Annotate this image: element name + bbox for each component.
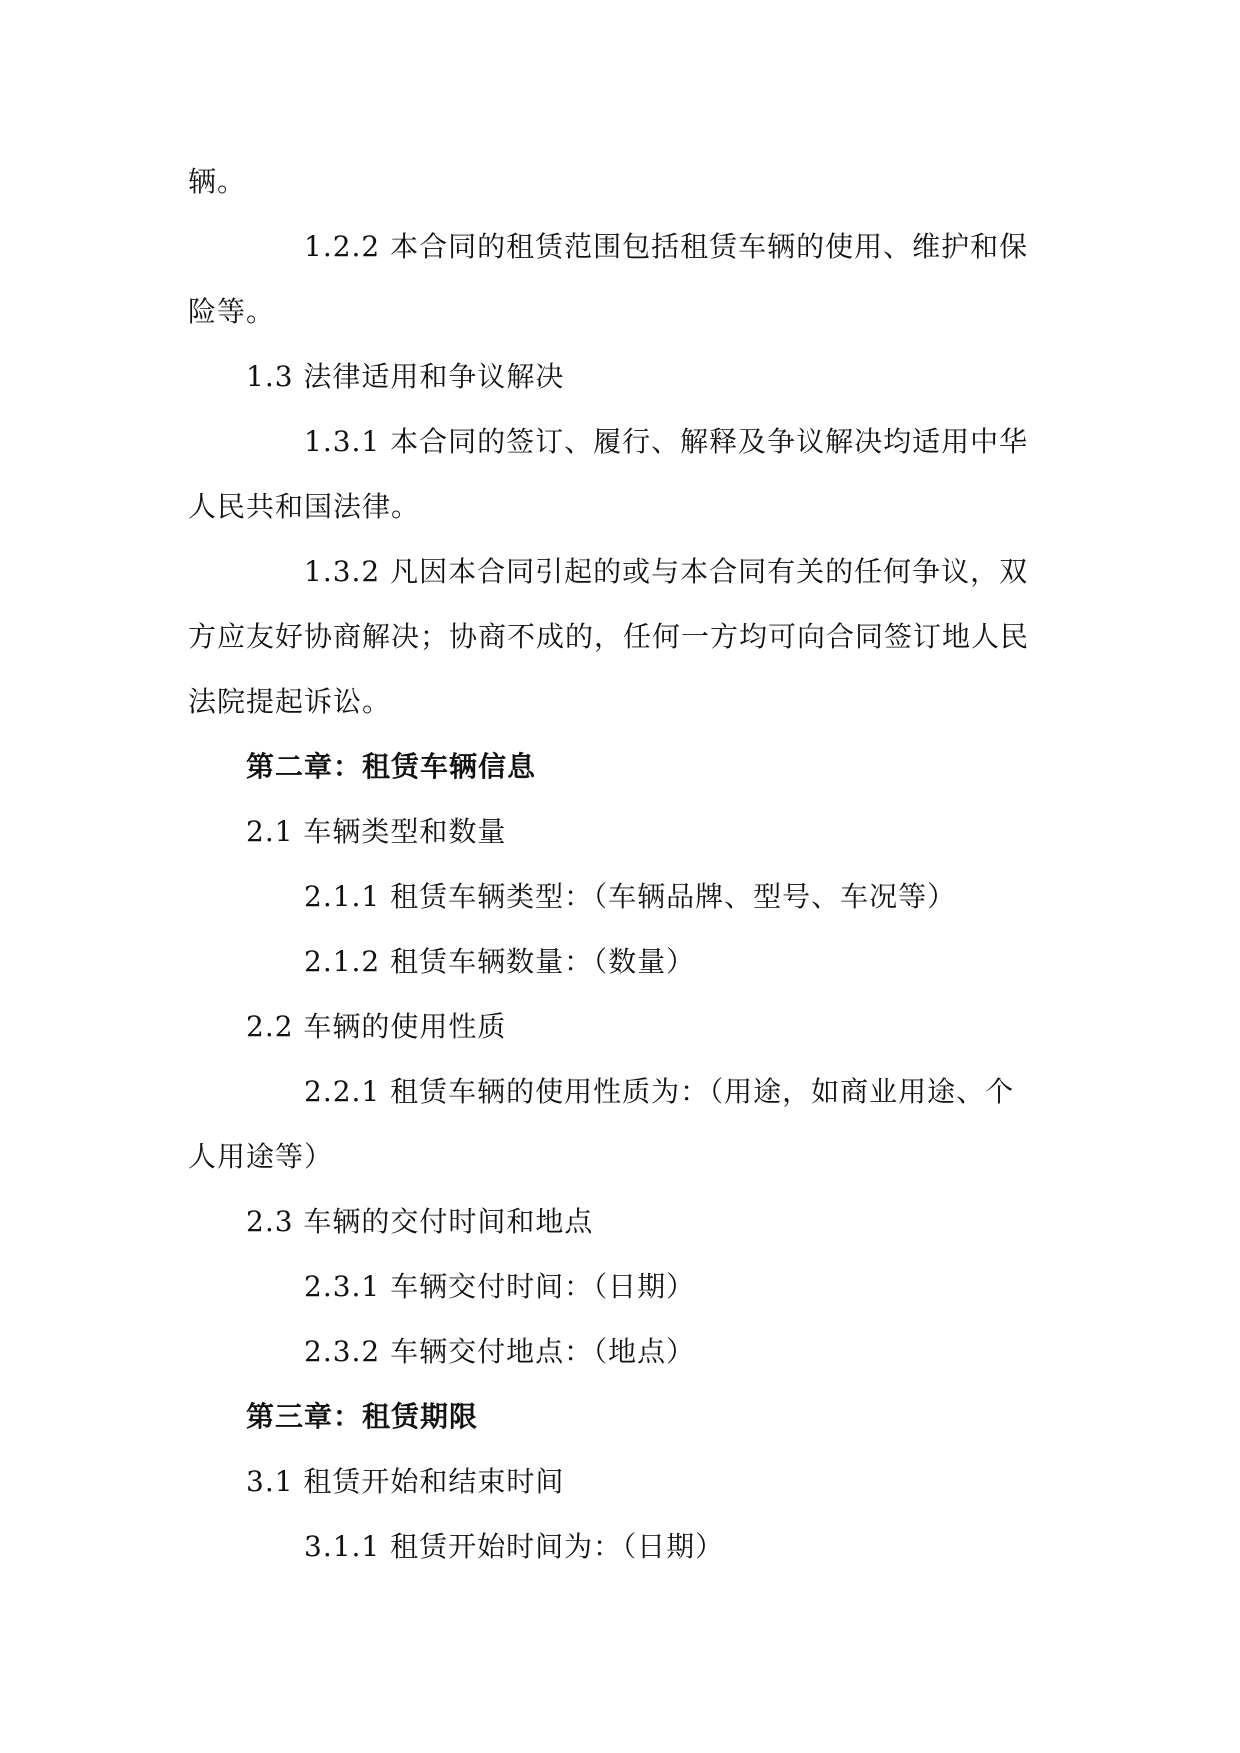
clause-3-1-1: 3.1.1 租赁开始时间为：（日期） [304,1530,725,1563]
text-line: 险等。 [188,295,276,328]
clause-2-3-2: 2.3.2 车辆交付地点：（地点） [304,1335,696,1368]
section-1-3: 1.3 法律适用和争议解决 [246,360,565,393]
section-2-2: 2.2 车辆的使用性质 [246,1010,507,1043]
chapter-2-heading: 第二章：租赁车辆信息 [246,750,537,783]
text-line: 法院提起诉讼。 [188,685,392,718]
chapter-3-heading: 第三章：租赁期限 [246,1400,479,1433]
section-2-1: 2.1 车辆类型和数量 [246,815,507,848]
text-line: 方应友好协商解决；协商不成的，任何一方均可向合同签订地人民 [188,620,1030,653]
clause-2-1-2: 2.1.2 租赁车辆数量：（数量） [304,945,696,978]
clause-2-1-1: 2.1.1 租赁车辆类型：（车辆品牌、型号、车况等） [304,880,957,913]
clause-1-3-2: 1.3.2 凡因本合同引起的或与本合同有关的任何争议，双 [304,555,1029,588]
text-line: 人用途等） [188,1140,334,1173]
clause-2-2-1: 2.2.1 租赁车辆的使用性质为：（用途，如商业用途、个 [304,1075,1015,1108]
clause-2-3-1: 2.3.1 车辆交付时间：（日期） [304,1270,696,1303]
clause-1-3-1: 1.3.1 本合同的签订、履行、解释及争议解决均适用中华 [304,425,1029,458]
text-line: 辆。 [188,165,247,198]
clause-1-2-2: 1.2.2 本合同的租赁范围包括租赁车辆的使用、维护和保 [304,230,1029,263]
section-2-3: 2.3 车辆的交付时间和地点 [246,1205,594,1238]
text-line: 人民共和国法律。 [188,490,421,523]
section-3-1: 3.1 租赁开始和结束时间 [246,1465,565,1498]
